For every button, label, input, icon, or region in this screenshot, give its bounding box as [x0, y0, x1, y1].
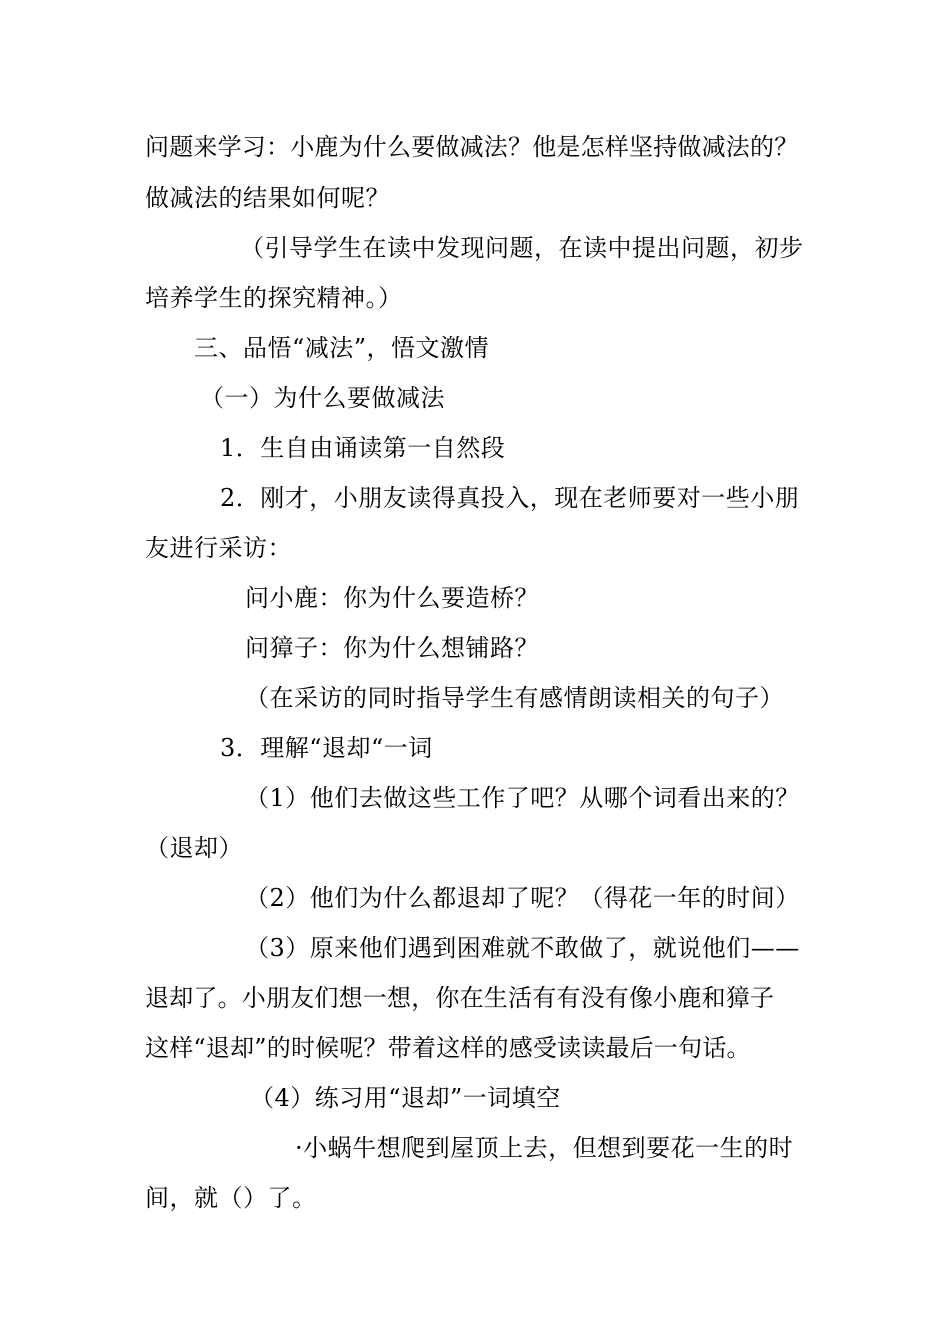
- text-line: 做减法的结果如何呢？: [145, 184, 390, 212]
- text-line: （在采访的同时指导学生有感情朗读相关的句子）: [245, 684, 784, 712]
- text-line: （2）他们为什么都退却了呢？（得花一年的时间）: [245, 884, 800, 912]
- text-line: （3）原来他们遇到困难就不敢做了，就说他们——: [245, 934, 800, 962]
- text-line: 间，就（）了。: [145, 1184, 317, 1212]
- section-heading: 三、品悟“减法”，悟文激情: [194, 334, 490, 362]
- text-line: 问獐子：你为什么想铺路？: [245, 634, 539, 662]
- text-line: ·小蜗牛想爬到屋顶上去，但想到要花一生的时: [295, 1134, 794, 1162]
- text-line: 友进行采访：: [145, 534, 292, 562]
- text-line: 退却了。小朋友们想一想，你在生活有有没有像小鹿和獐子: [145, 984, 775, 1012]
- text-line: （退却）: [145, 834, 243, 862]
- text-line: 3．理解“退却“一词: [220, 734, 433, 762]
- text-line: （1）他们去做这些工作了吧？从哪个词看出来的？: [245, 784, 800, 812]
- subsection-heading: （一）为什么要做减法: [200, 384, 445, 412]
- text-line: 问小鹿：你为什么要造桥？: [245, 584, 539, 612]
- text-line: 2．刚才，小朋友读得真投入，现在老师要对一些小朋: [220, 484, 800, 512]
- text-line: 1．生自由诵读第一自然段: [220, 434, 506, 462]
- text-line: 问题来学习：小鹿为什么要做减法？他是怎样坚持做减法的？: [145, 133, 799, 161]
- text-line: （引导学生在读中发现问题，在读中提出问题，初步: [240, 234, 804, 262]
- text-line: （4）练习用“退却”一词填空: [250, 1084, 561, 1112]
- text-line: 培养学生的探究精神。）: [145, 284, 403, 312]
- text-line: 这样“退却”的时候呢？带着这样的感受读读最后一句话。: [145, 1034, 751, 1062]
